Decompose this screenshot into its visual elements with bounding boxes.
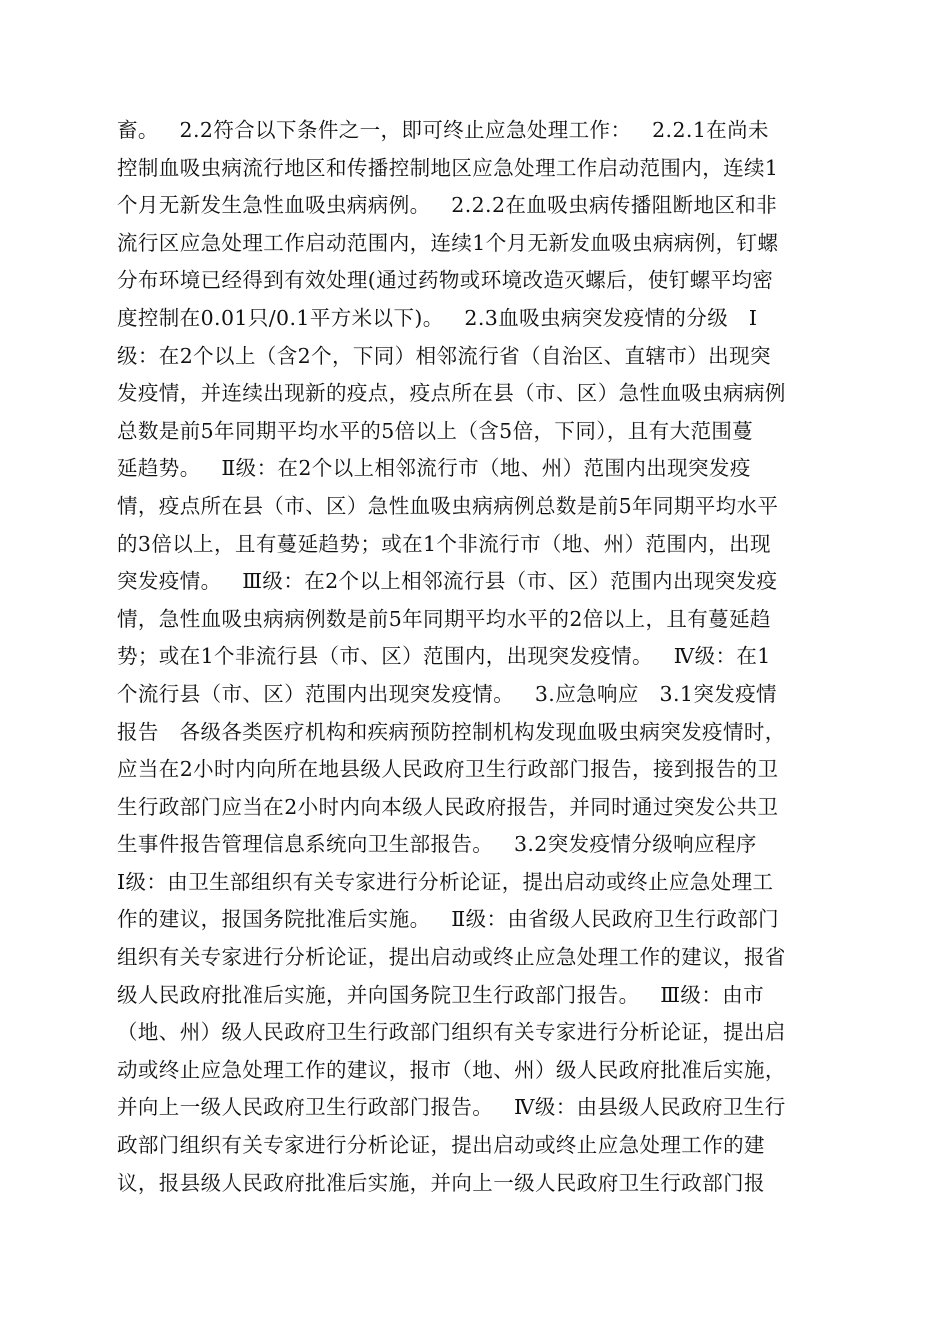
text-line: 势；或在1个非流行县（市、区）范围内，出现突发疫情。 Ⅳ级：在1 [117, 644, 771, 669]
text-line: 分布环境已经得到有效处理(通过药物或环境改造灭螺后，使钉螺平均密 [117, 268, 774, 293]
text-line: 畜。 2.2符合以下条件之一，即可终止应急处理工作： 2.2.1在尚未 [117, 118, 769, 142]
text-line: 作的建议，报国务院批准后实施。 Ⅱ级：由省级人民政府卫生行政部门 [117, 907, 780, 932]
body-text [117, 112, 837, 1202]
text-line: 延趋势。 Ⅱ级：在2个以上相邻流行市（地、州）范围内出现突发疫 [117, 456, 751, 481]
text-line: 动或终止应急处理工作的建议，报市（地、州）级人民政府批准后实施， [117, 1057, 786, 1082]
text-line: 生事件报告管理信息系统向卫生部报告。 3.2突发疫情分级响应程序 [117, 832, 757, 857]
text-line: 应当在2小时内向所在地县级人民政府卫生行政部门报告，接到报告的卫 [117, 757, 779, 782]
text-line: （地、州）级人民政府卫生行政部门组织有关专家进行分析论证，提出启 [117, 1020, 786, 1045]
text-line: 议，报县级人民政府批准后实施，并向上一级人民政府卫生行政部门报 [117, 1170, 765, 1195]
text-line: 政部门组织有关专家进行分析论证，提出启动或终止应急处理工作的建 [117, 1133, 765, 1158]
text-line: 个月无新发生急性血吸虫病病例。 2.2.2在血吸虫病传播阻断地区和非 [117, 193, 778, 218]
text-line: 度控制在0.01只/0.1平方米以下)。 2.3血吸虫病突发疫情的分级 Ⅰ [117, 305, 758, 330]
text-line: 个流行县（市、区）范围内出现突发疫情。 3.应急响应 3.1突发疫情 [117, 681, 777, 706]
text-line: 的3倍以上，且有蔓延趋势；或在1个非流行市（地、州）范围内，出现 [117, 531, 771, 556]
text-line: 流行区应急处理工作启动范围内，连续1个月无新发血吸虫病病例，钉螺 [117, 230, 779, 255]
text-line: Ⅰ级：由卫生部组织有关专家进行分析论证，提出启动或终止应急处理工 [117, 869, 774, 894]
text-line: 并向上一级人民政府卫生行政部门报告。 Ⅳ级：由县级人民政府卫生行 [117, 1095, 786, 1120]
text-line: 情，疫点所在县（市、区）急性血吸虫病病例总数是前5年同期平均水平 [117, 493, 779, 518]
text-line: 级人民政府批准后实施，并向国务院卫生行政部门报告。 Ⅲ级：由市 [117, 982, 765, 1007]
text-line: 生行政部门应当在2小时内向本级人民政府报告，并同时通过突发公共卫 [117, 794, 779, 819]
text-line: 突发疫情。 Ⅲ级：在2个以上相邻流行县（市、区）范围内出现突发疫 [117, 569, 778, 594]
text-line: 报告 各级各类医疗机构和疾病预防控制机构发现血吸虫病突发疫情时， [117, 719, 786, 744]
text-line: 情，急性血吸虫病病例数是前5年同期平均水平的2倍以上，且有蔓延趋 [117, 606, 771, 631]
text-line: 控制血吸虫病流行地区和传播控制地区应急处理工作启动范围内，连续1 [117, 155, 779, 180]
text-line: 总数是前5年同期平均水平的5倍以上（含5倍，下同），且有大范围蔓 [117, 418, 754, 443]
text-line: 发疫情，并连续出现新的疫点，疫点所在县（市、区）急性血吸虫病病例 [117, 381, 786, 406]
text-line: 组织有关专家进行分析论证，提出启动或终止应急处理工作的建议，报省 [117, 945, 786, 970]
text-line: 级：在2个以上（含2个，下同）相邻流行省（自治区、直辖市）出现突 [117, 343, 771, 368]
